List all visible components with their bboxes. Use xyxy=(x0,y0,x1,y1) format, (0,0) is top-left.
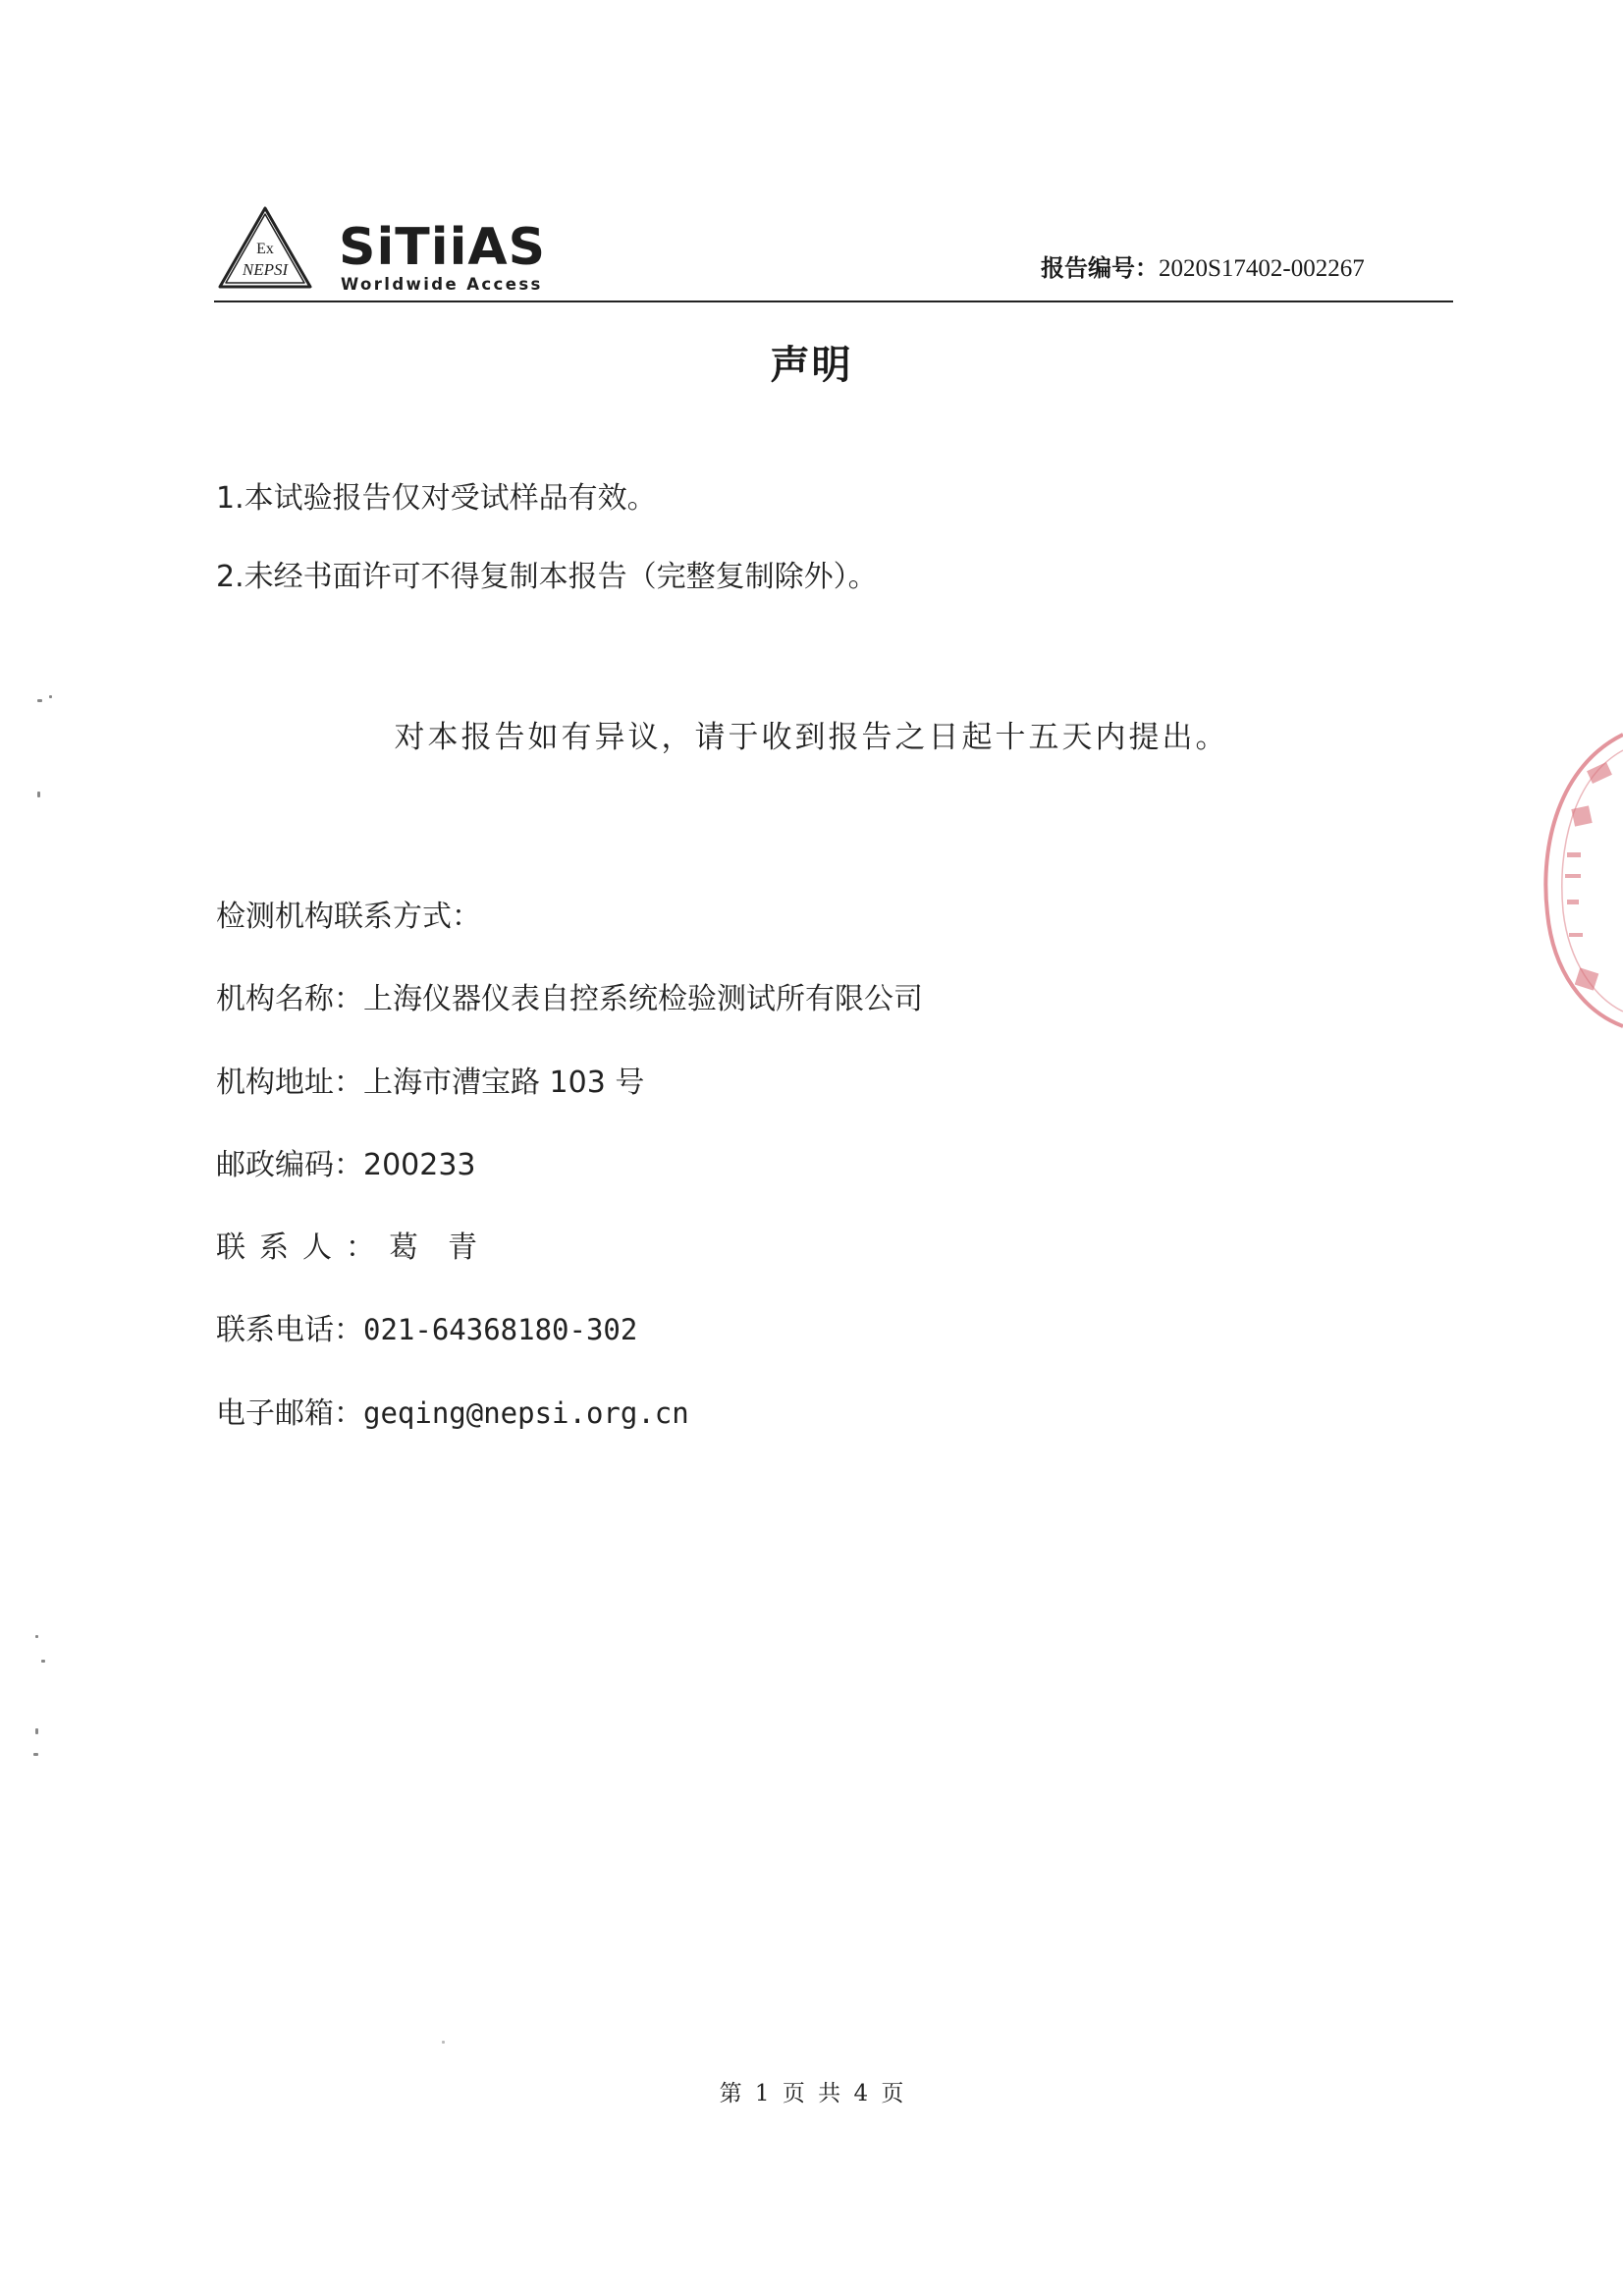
header-divider xyxy=(214,301,1453,302)
report-number-label: 报告编号： xyxy=(1041,254,1159,282)
scan-speck xyxy=(442,2041,445,2044)
report-number-value: 2020S17402-002267 xyxy=(1159,255,1365,282)
institution-value: 上海仪器仪表自控系统检验测试所有限公司 xyxy=(363,982,923,1016)
scan-speck xyxy=(41,1660,45,1663)
contact-row-institution xyxy=(216,980,923,1019)
scan-speck xyxy=(49,695,52,698)
seal-stamp-icon xyxy=(1540,727,1623,1031)
nepsi-logo xyxy=(216,204,314,295)
sitiias-logo xyxy=(339,220,574,301)
page-title: 声明 xyxy=(770,343,853,388)
scan-speck xyxy=(35,1635,38,1638)
phone-value: 021-64368180-302 xyxy=(363,1313,638,1346)
scan-speck xyxy=(37,792,40,797)
contact-heading: 检测机构联系方式： xyxy=(216,900,481,934)
email-value: geqing@nepsi.org.cn xyxy=(363,1396,689,1430)
scan-speck xyxy=(37,699,42,702)
scan-speck xyxy=(33,1753,38,1756)
email-label: 电子邮箱： xyxy=(216,1396,363,1431)
svg-text:Ex: Ex xyxy=(256,241,274,257)
notice-item-1: 1.本试验报告仅对受试样品有效。 xyxy=(216,481,657,516)
objection-note: 对本报告如有异议，请于收到报告之日起十五天内提出。 xyxy=(394,720,1229,755)
postcode-label: 邮政编码： xyxy=(216,1148,363,1182)
contact-person-value: 葛青 xyxy=(389,1230,507,1265)
svg-text:NEPSI: NEPSI xyxy=(242,260,289,279)
phone-label: 联系电话： xyxy=(216,1313,363,1347)
contact-row-phone xyxy=(216,1310,637,1350)
contact-row-address xyxy=(216,1064,644,1103)
logo-tagline: Worldwide Access xyxy=(341,275,543,294)
contact-person-label: 联系人： xyxy=(216,1230,389,1265)
scan-speck xyxy=(35,1728,38,1734)
postcode-value: 200233 xyxy=(363,1148,476,1182)
contact-row-email xyxy=(216,1394,689,1434)
logo-wordmark: SiTiiAS xyxy=(339,218,547,277)
notice-item-2: 2.未经书面许可不得复制本报告（完整复制除外）。 xyxy=(216,560,878,594)
contact-row-person xyxy=(216,1229,507,1268)
institution-label: 机构名称： xyxy=(216,982,363,1016)
page-number: 第 1 页 共 4 页 xyxy=(719,2081,904,2106)
address-label: 机构地址： xyxy=(216,1066,363,1100)
contact-row-postcode xyxy=(216,1146,476,1185)
address-value: 上海市漕宝路 103 号 xyxy=(363,1066,645,1100)
report-number xyxy=(1041,253,1365,284)
